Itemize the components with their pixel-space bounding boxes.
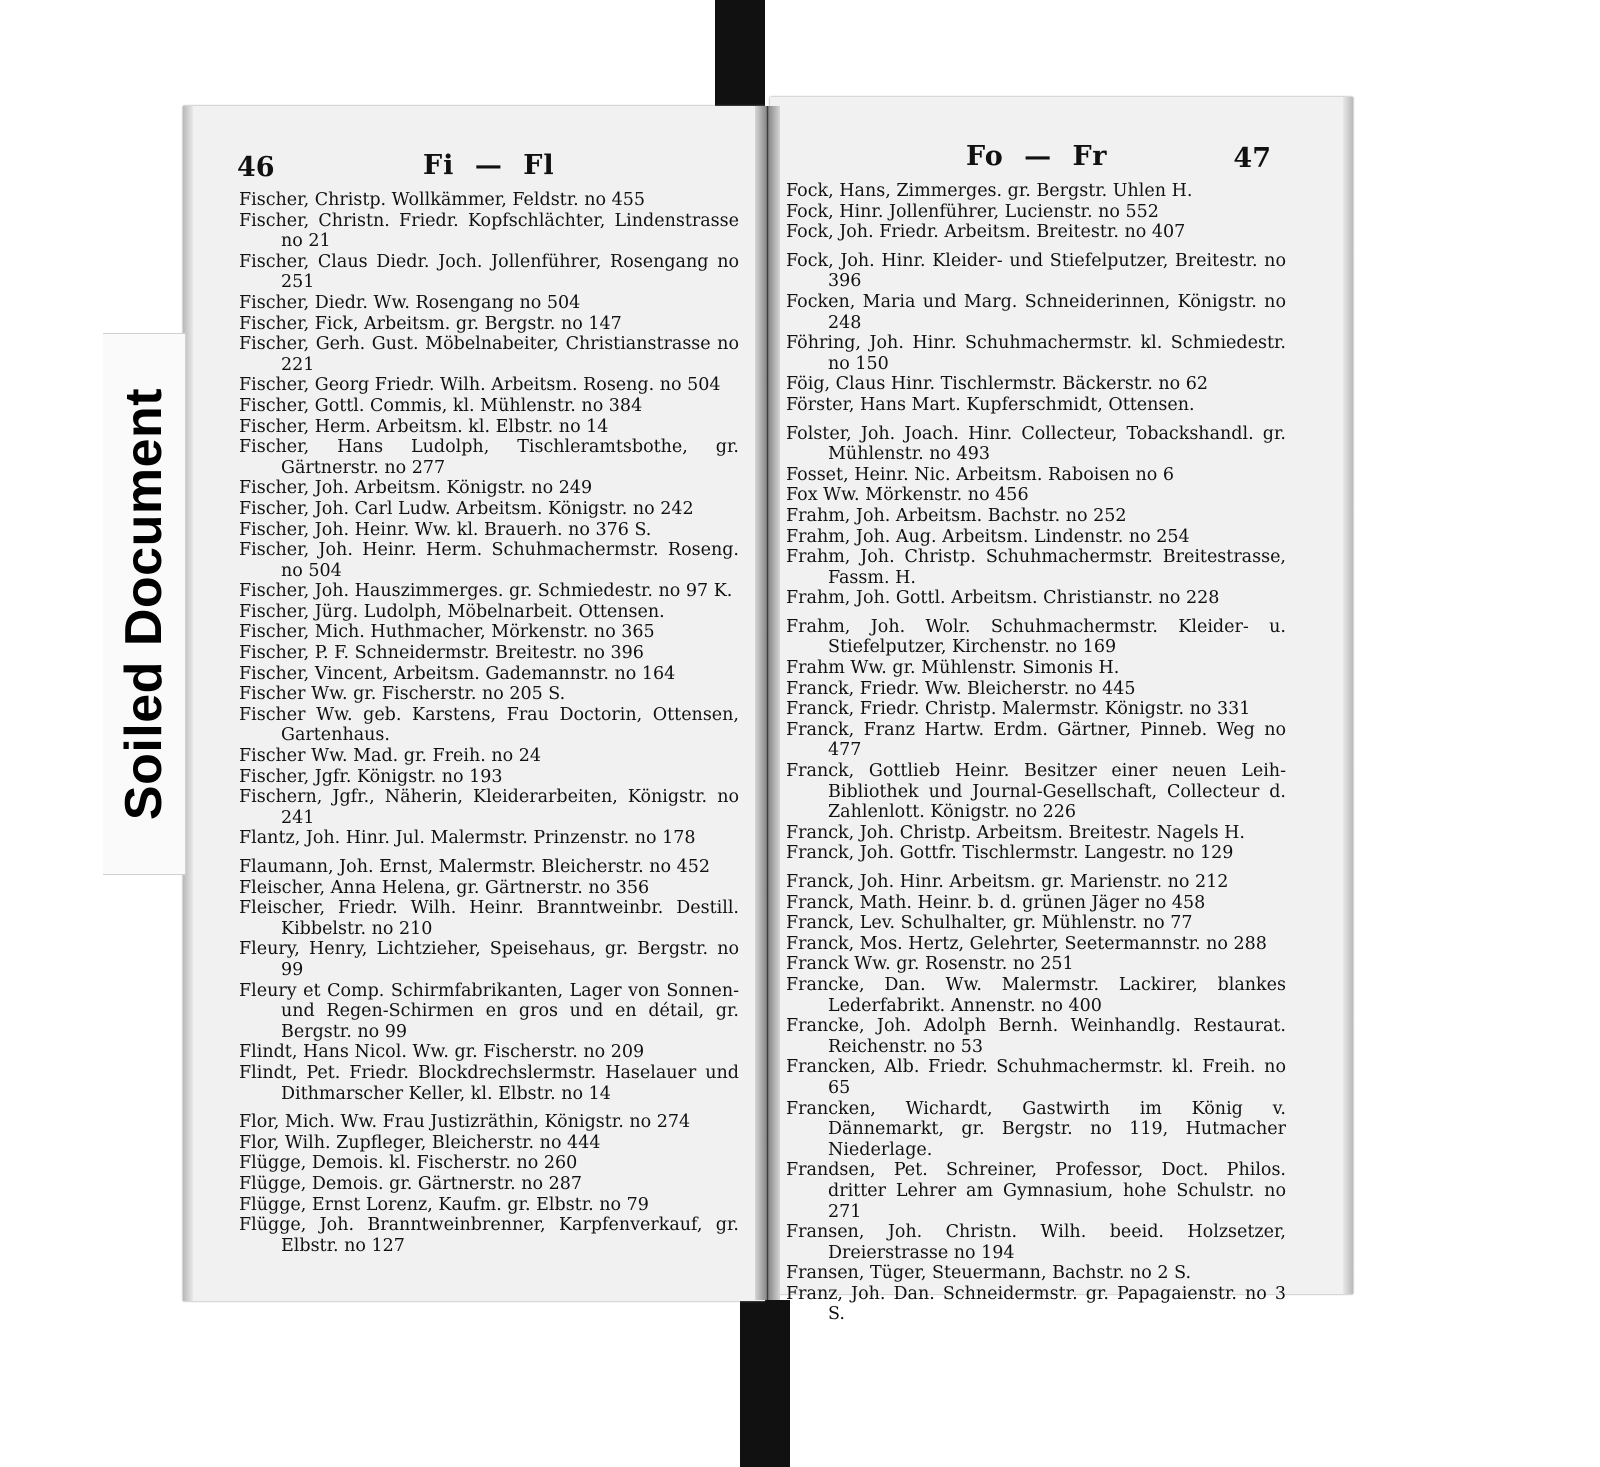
directory-entry: Frahm, Joh. Christp. Schuhmachermstr. Breitestrasse, Fassm. H. [786,547,1286,588]
directory-entry: Fischer, Hans Ludolph, Tischleramtsbothe, gr. Gärtnerstr. no 277 [239,437,739,478]
directory-entry: Flügge, Demois. kl. Fischerstr. no 260 [239,1153,578,1174]
left-page [183,106,765,1301]
page-number: 47 [1233,143,1271,174]
directory-entry: Fischer, Joh. Arbeitsm. Königstr. no 249 [239,478,593,499]
directory-entry: Fischer, Georg Friedr. Wilh. Arbeitsm. Roseng. no 504 [239,375,721,396]
directory-entry: Fischer, Gerh. Gust. Möbelnabeiter, Christianstrasse no 221 [239,334,739,375]
page-number: 46 [237,152,275,183]
binding-strip-top [715,0,765,110]
directory-entry: Fransen, Tüger, Steuermann, Bachstr. no 2 S. [786,1263,1192,1284]
directory-entry: Franck, Joh. Christp. Arbeitsm. Breitestr. Nagels H. [786,822,1245,843]
entry-spacer [239,849,739,857]
directory-entry: Flügge, Demois. gr. Gärtnerstr. no 287 [239,1173,583,1194]
directory-entry: Fischer, Claus Diedr. Joch. Jollenführer, Rosengang no 251 [239,251,739,293]
directory-entry: Fischer, Diedr. Ww. Rosengang no 504 [239,292,581,313]
directory-entry: Fock, Joh. Friedr. Arbeitsm. Breitestr. no 407 [786,222,1186,243]
directory-entry: Fock, Hinr. Jollenführer, Lucienstr. no 552 [786,201,1159,222]
directory-entry: Franck Ww. gr. Rosenstr. no 251 [786,954,1074,975]
directory-entry: Franck, Gottlieb Heinr. Besitzer einer neuen Leih-Bibliothek und Journal-Gesellschaft, Collecteur d. Zahlenlott. Königstr. no 226 [786,761,1286,823]
directory-entry: Fischer, Joh. Heinr. Ww. kl. Brauerh. no 376 S. [239,519,652,540]
directory-entry: Fock, Hans, Zimmerges. gr. Bergstr. Uhlen H. [786,181,1193,201]
directory-entry: Frahm, Joh. Aug. Arbeitsm. Lindenstr. no 254 [786,526,1190,547]
directory-entry: Fleischer, Friedr. Wilh. Heinr. Branntweinbr. Destill. Kibbelstr. no 210 [239,898,739,939]
directory-entry: Fischer, Christn. Friedr. Kopfschlächter, Lindenstrasse no 21 [239,210,739,252]
directory-entry: Fischer Ww. gr. Fischerstr. no 205 S. [239,684,566,705]
directory-entry: Focken, Maria und Marg. Schneiderinnen, Königstr. no 248 [786,291,1286,333]
entry-spacer [786,243,1286,251]
directory-entry: Frahm, Joh. Wolr. Schuhmachermstr. Kleider- u. Stiefelputzer, Kirchenstr. no 169 [786,616,1286,658]
directory-entry: Franck, Franz Hartw. Erdm. Gärtner, Pinneb. Weg no 477 [786,719,1286,761]
stamp-label: Soiled Document [115,387,173,821]
directory-entry: Fischer, Joh. Carl Ludw. Arbeitsm. Königstr. no 242 [239,498,694,519]
directory-entry: Franck, Lev. Schulhalter, gr. Mühlenstr. no 77 [786,913,1193,934]
directory-entry: Fischer Ww. geb. Karstens, Frau Doctorin, Ottensen, Gartenhaus. [239,704,739,746]
directory-entry: Frahm, Joh. Arbeitsm. Bachstr. no 252 [786,505,1127,526]
directory-entry: Fischern, Jgfr., Näherin, Kleiderarbeiten, Königstr. no 241 [239,787,739,828]
entry-spacer [786,864,1286,872]
directory-entry: Frandsen, Pet. Schreiner, Professor, Doct. Philos. dritter Lehrer am Gymnasium, hohe Schulstr. no 271 [786,1160,1286,1222]
directory-entry: Fischer, Gottl. Commis, kl. Mühlenstr. no 384 [239,395,643,416]
book-gutter [755,106,780,1300]
directory-entry: Francke, Dan. Ww. Malermstr. Lackirer, blankes Lederfabrikt. Annenstr. no 400 [786,974,1286,1016]
directory-entry: Fischer, Vincent, Arbeitsm. Gademannstr. no 164 [239,663,676,684]
entry-list [239,190,739,1256]
entry-spacer [786,416,1286,424]
directory-entry: Fock, Joh. Hinr. Kleider- und Stiefelputzer, Breitestr. no 396 [786,250,1286,292]
directory-entry: Fischer Ww. Mad. gr. Freih. no 24 [239,746,542,767]
directory-entry: Franck, Joh. Gottfr. Tischlermstr. Langestr. no 129 [786,843,1234,864]
directory-entry: Förster, Hans Mart. Kupferschmidt, Ottensen. [786,394,1195,415]
directory-entry: Fischer, Joh. Heinr. Herm. Schuhmachermstr. Roseng. no 504 [239,540,739,581]
directory-entry: Franck, Mos. Hertz, Gelehrter, Seetermannstr. no 288 [786,933,1267,954]
directory-entry: Fischer, Jürg. Ludolph, Möbelnarbeit. Ottensen. [239,601,665,622]
directory-entry: Francken, Alb. Friedr. Schuhmachermstr. kl. Freih. no 65 [786,1057,1286,1098]
directory-entry: Flor, Mich. Ww. Frau Justizräthin, Königstr. no 274 [239,1112,691,1133]
directory-entry: Flantz, Joh. Hinr. Jul. Malermstr. Prinzenstr. no 178 [239,828,696,849]
soiled-document-stamp [103,333,186,875]
directory-entry: Francken, Wichardt, Gastwirth im König v. Dännemarkt, gr. Bergstr. no 119, Hutmacher Niederlage. [786,1098,1286,1160]
directory-entry: Fischer, Fick, Arbeitsm. gr. Bergstr. no 147 [239,313,622,334]
directory-entry: Flaumann, Joh. Ernst, Malermstr. Bleicherstr. no 452 [239,857,711,877]
directory-entry: Folster, Joh. Joach. Hinr. Collecteur, Tobackshandl. gr. Mühlenstr. no 493 [786,423,1286,465]
directory-entry: Francke, Joh. Adolph Bernh. Weinhandlg. Restaurat. Reichenstr. no 53 [786,1016,1286,1057]
entry-spacer [239,1104,739,1112]
directory-entry: Fransen, Joh. Christn. Wilh. beeid. Holzsetzer, Dreierstrasse no 194 [786,1222,1286,1263]
directory-entry: Fleury, Henry, Lichtzieher, Speisehaus, gr. Bergstr. no 99 [239,939,739,980]
directory-entry: Föhring, Joh. Hinr. Schuhmachermstr. kl. Schmiedestr. no 150 [786,333,1286,374]
directory-entry: Fleury et Comp. Schirmfabrikanten, Lager von Sonnen- und Regen-Schirmen en gros und en détail, gr. Bergstr. no 99 [239,980,739,1042]
page-edge [1343,97,1353,1294]
directory-entry: Fischer, Mich. Huthmacher, Mörkenstr. no 365 [239,622,655,643]
directory-entry: Flügge, Joh. Branntweinbrenner, Karpfenverkauf, gr. Elbstr. no 127 [239,1215,739,1256]
directory-entry: Fischer, P. F. Schneidermstr. Breitestr. no 396 [239,643,644,664]
right-page [770,97,1353,1325]
directory-entry: Frahm, Joh. Gottl. Arbeitsm. Christianstr. no 228 [786,588,1220,609]
directory-entry: Franck, Friedr. Ww. Bleicherstr. no 445 [786,678,1136,699]
entry-spacer [786,609,1286,617]
directory-entry: Fischer, Joh. Hauszimmerges. gr. Schmiedestr. no 97 K. [239,581,733,602]
directory-entry: Flindt, Hans Nicol. Ww. gr. Fischerstr. no 209 [239,1042,645,1063]
directory-entry: Fischer, Christp. Wollkämmer, Feldstr. no 455 [239,190,646,210]
directory-entry: Flindt, Pet. Friedr. Blockdrechslermstr. Haselauer und Dithmarscher Keller, kl. Elbstr. no 14 [239,1062,739,1104]
directory-entry: Franz, Joh. Dan. Schneidermstr. gr. Papagaienstr. no 3 S. [786,1283,1286,1325]
directory-entry: Flügge, Ernst Lorenz, Kaufm. gr. Elbstr. no 79 [239,1194,649,1215]
directory-entry: Franck, Joh. Hinr. Arbeitsm. gr. Marienstr. no 212 [786,872,1229,892]
directory-entry: Föig, Claus Hinr. Tischlermstr. Bäckerstr. no 62 [786,374,1209,395]
directory-entry: Fox Ww. Mörkenstr. no 456 [786,485,1029,506]
directory-entry: Franck, Math. Heinr. b. d. grünen Jäger no 458 [786,892,1206,913]
directory-entry: Fischer, Jgfr. Königstr. no 193 [239,766,503,787]
entry-list [786,181,1286,1325]
directory-entry: Flor, Wilh. Zupfleger, Bleicherstr. no 444 [239,1132,601,1153]
directory-entry: Frahm Ww. gr. Mühlenstr. Simonis H. [786,658,1120,679]
directory-entry: Fleischer, Anna Helena, gr. Gärtnerstr. no 356 [239,877,650,898]
page-header: Fi — Fl [423,150,555,181]
page-header: Fo — Fr [966,141,1108,172]
directory-entry: Fosset, Heinr. Nic. Arbeitsm. Raboisen no 6 [786,464,1174,485]
binding-strip-bottom [740,1300,790,1467]
directory-entry: Franck, Friedr. Christp. Malermstr. Königstr. no 331 [786,699,1251,720]
directory-entry: Fischer, Herm. Arbeitsm. kl. Elbstr. no 14 [239,416,609,437]
